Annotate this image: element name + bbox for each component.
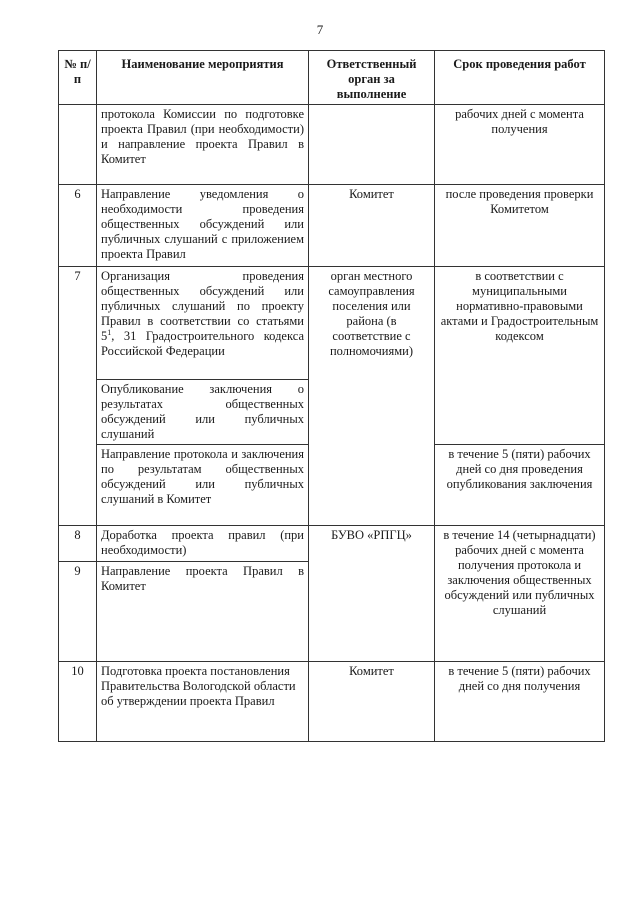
row-deadline: рабочих дней с момента получения — [435, 105, 605, 185]
row-name: Направление уведомления о необходимости проведения общественных обсуждений или публичных слушаний с приложением проекта Правил — [97, 185, 309, 267]
header-responsible: Ответственный орган за выполнение — [309, 51, 435, 105]
row-deadline: в течение 5 (пяти) рабочих дней со дня проведения опубликования заключения — [435, 445, 605, 526]
row-name-text-cont: , 31 Градостроительного кодекса Российской Федерации — [101, 329, 304, 358]
header-deadline: Срок проведения работ — [435, 51, 605, 105]
header-num: № п/п — [59, 51, 97, 105]
row-number: 9 — [59, 562, 97, 662]
row-number — [59, 105, 97, 185]
row-name: Опубликование заключения о результатах общественных обсуждений или публичных слушаний — [97, 380, 309, 445]
row-responsible: орган местного самоуправления поселения или района (в соответствие с полномочиями) — [309, 267, 435, 526]
row-name — [97, 267, 309, 380]
row-responsible: Комитет — [309, 662, 435, 742]
row-name-text: Организация проведения общественных обсуждений или публичных слушаний по проекту Правил в соответствии со статьями 5 — [101, 269, 304, 343]
table-row — [59, 267, 605, 380]
row-deadline: в течение 14 (четырнадцати) рабочих дней с момента получения протокола и заключения общественных обсуждений или публичных слушаний — [435, 526, 605, 662]
row-number: 6 — [59, 185, 97, 267]
row-number: 7 — [59, 267, 97, 526]
row-responsible: Комитет — [309, 185, 435, 267]
row-name: Направление протокола и заключения по результатам общественных обсуждений или публичных слушаний в Комитет — [97, 445, 309, 526]
row-number: 8 — [59, 526, 97, 562]
row-number: 10 — [59, 662, 97, 742]
page-number: 7 — [316, 22, 324, 37]
table-row — [59, 662, 605, 742]
row-deadline: в соответствии с муниципальными нормативно-правовыми актами и Градостроительным кодексом — [435, 267, 605, 445]
footnote-superscript: 1 — [107, 327, 112, 337]
table-row — [59, 526, 605, 562]
row-name: протокола Комиссии по подготовке проекта Правил (при необходимости) и направление проекта Правил в Комитет — [97, 105, 309, 185]
row-deadline: в течение 5 (пяти) рабочих дней со дня получения — [435, 662, 605, 742]
row-name: Доработка проекта правил (при необходимости) — [97, 526, 309, 562]
table-row — [59, 185, 605, 267]
row-responsible — [309, 105, 435, 185]
row-deadline: после проведения проверки Комитетом — [435, 185, 605, 267]
table-header-row — [59, 51, 605, 105]
header-name: Наименование мероприятия — [97, 51, 309, 105]
measures-table — [58, 50, 605, 742]
row-name: Подготовка проекта постановления Правительства Вологодской области об утверждении проекта Правил — [97, 662, 309, 742]
row-responsible: БУВО «РПГЦ» — [309, 526, 435, 662]
table-row — [59, 105, 605, 185]
row-name: Направление проекта Правил в Комитет — [97, 562, 309, 662]
